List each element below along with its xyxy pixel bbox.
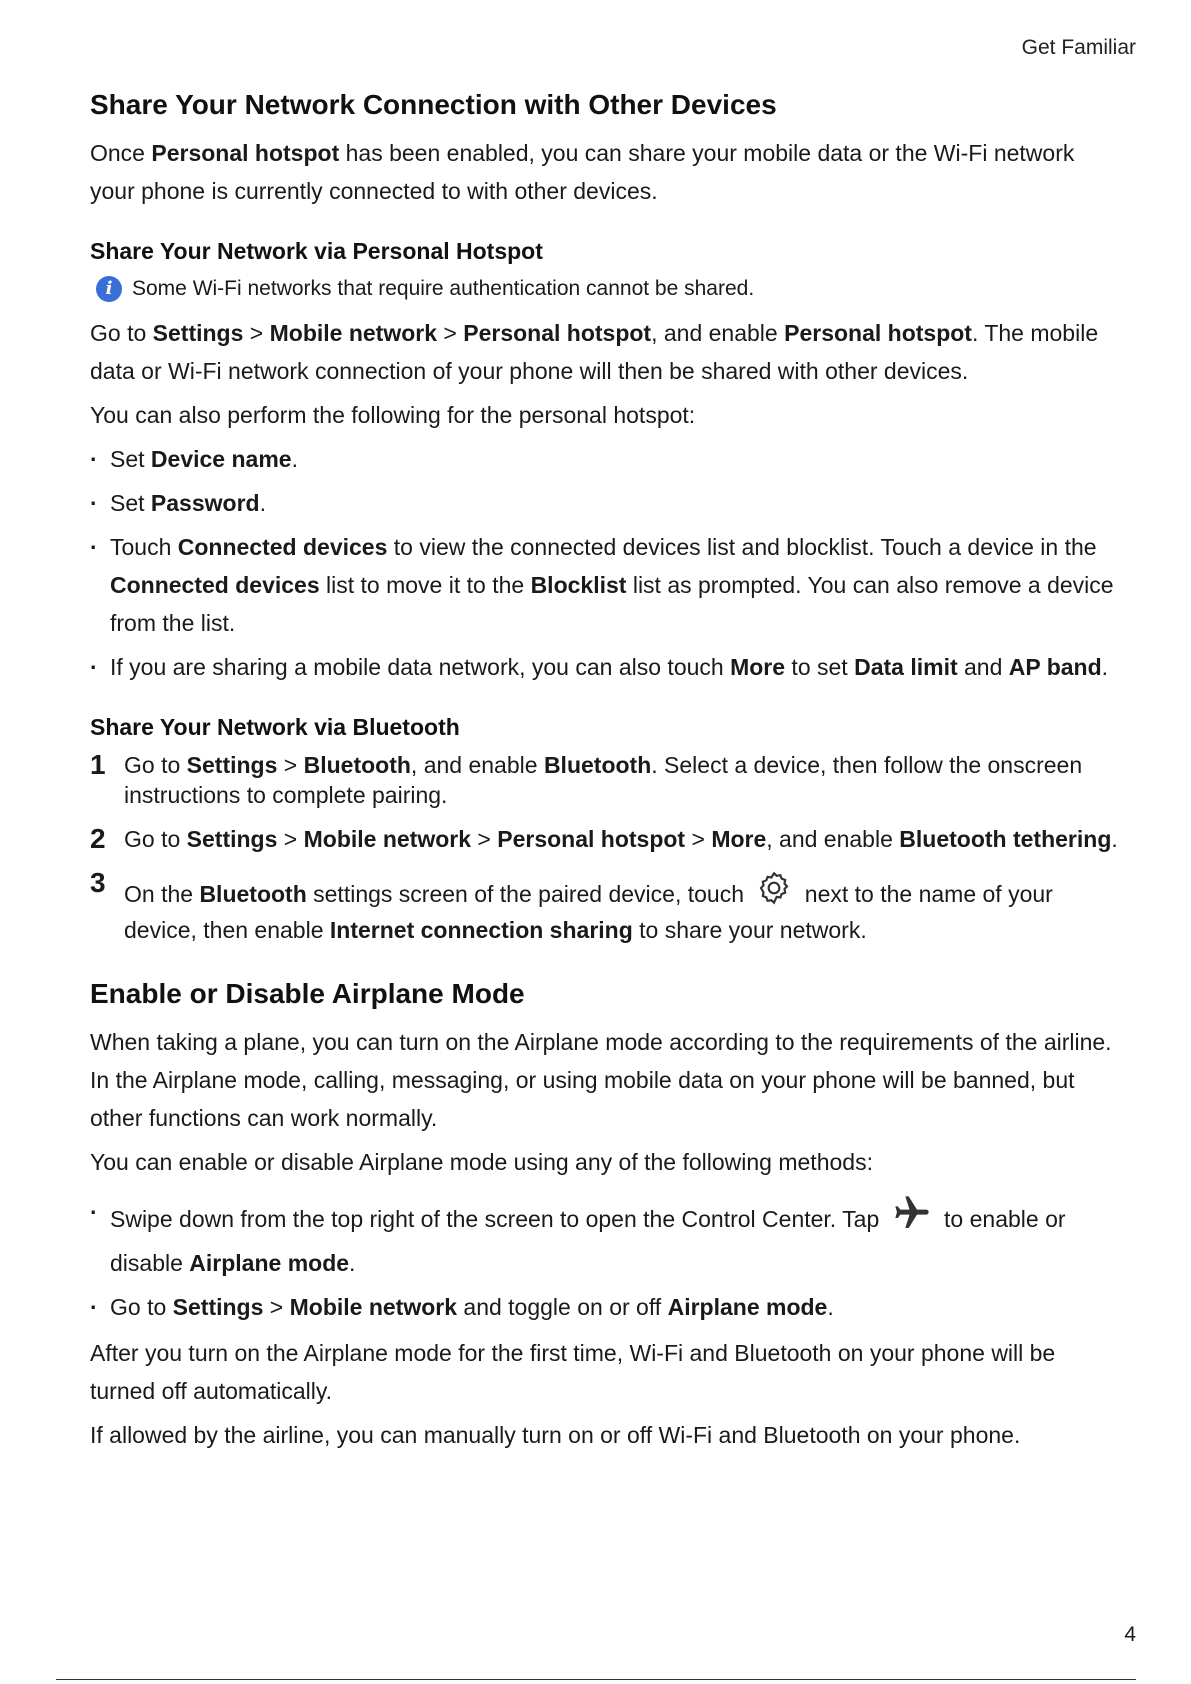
hotspot-options-intro: You can also perform the following for the personal hotspot: <box>90 402 696 428</box>
section-title-airplane: Enable or Disable Airplane Mode <box>90 978 525 1009</box>
step-text: Go to Settings > Mobile network > Personal hotspot > More, and enable Bluetooth tethering. <box>124 826 1118 852</box>
gear-icon <box>754 868 794 915</box>
airplane-intro: When taking a plane, you can turn on the Airplane mode according to the requirements of the airline. In the Airplane mode, calling, messaging, or using mobile data on your phone will be banned, but other functions can work normally. <box>90 1029 1112 1131</box>
airplane-note-2: If allowed by the airline, you can manually turn on or off Wi-Fi and Bluetooth on your phone. <box>90 1422 1021 1448</box>
list-item: · Go to Settings > Mobile network and toggle on or off Airplane mode. <box>90 1288 1120 1326</box>
step-text: On the Bluetooth settings screen of the paired device, touch next to the name of your device, then enable Internet connection sharing to share your network. <box>124 868 1120 945</box>
list-item: · Swipe down from the top right of the screen to open the Control Center. Tap to enable or disable Airplane mode. <box>90 1193 1120 1282</box>
airplane-methods-list <box>90 1193 1120 1326</box>
page-content <box>90 86 1120 1460</box>
step-item <box>90 868 1120 945</box>
step-number: 3 <box>90 867 106 898</box>
list-item: · Set Device name. <box>90 440 1120 478</box>
step-text: Go to Settings > Bluetooth, and enable Bluetooth. Select a device, then follow the onscreen instructions to complete pairing. <box>124 752 1083 808</box>
step-item <box>90 824 1120 854</box>
note-text: Some Wi-Fi networks that require authentication cannot be shared. <box>132 277 755 300</box>
airplane-note-1: After you turn on the Airplane mode for the first time, Wi-Fi and Bluetooth on your phone will be turned off automatically. <box>90 1340 1056 1404</box>
list-item: · If you are sharing a mobile data network, you can also touch More to set Data limit and AP band. <box>90 648 1120 686</box>
running-header: Get Familiar <box>1021 36 1136 59</box>
list-item: · Touch Connected devices to view the connected devices list and blocklist. Touch a device in the Connected devices list to move it to the Blocklist list as prompted. You can also remove a device from the list. <box>90 528 1120 642</box>
subsection-title-bluetooth: Share Your Network via Bluetooth <box>90 714 460 740</box>
step-number: 1 <box>90 749 106 780</box>
footer-rule <box>56 1679 1136 1680</box>
airplane-methods-intro: You can enable or disable Airplane mode using any of the following methods: <box>90 1149 873 1175</box>
section-title-share: Share Your Network Connection with Other Devices <box>90 89 777 120</box>
subsection-title-hotspot: Share Your Network via Personal Hotspot <box>90 238 543 264</box>
hotspot-options-list <box>90 440 1120 686</box>
info-icon: i <box>96 276 122 302</box>
step-item <box>90 750 1120 810</box>
page-number: 4 <box>1124 1623 1136 1646</box>
list-item: · Set Password. <box>90 484 1120 522</box>
airplane-icon <box>890 1193 934 1244</box>
info-note <box>96 274 1120 304</box>
share-intro: Once Personal hotspot has been enabled, you can share your mobile data or the Wi-Fi network your phone is currently connected to with other devices. <box>90 140 1075 204</box>
bluetooth-steps <box>90 750 1120 945</box>
hotspot-instructions: Go to Settings > Mobile network > Personal hotspot, and enable Personal hotspot. The mobile data or Wi-Fi network connection of your phone will then be shared with other devices. <box>90 320 1099 384</box>
step-number: 2 <box>90 823 106 854</box>
